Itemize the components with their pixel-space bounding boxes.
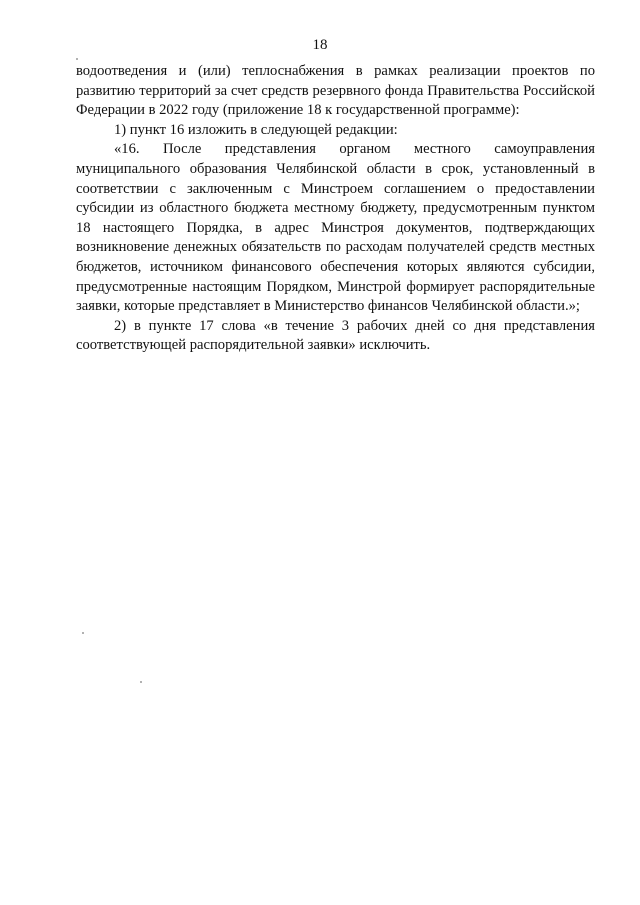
paragraph-continuation: водоотведения и (или) теплоснабжения в рамках реализации проектов по развитию территорий за счет средств резервного фонда Правительства Российской Федерации в 2022 году (приложение 18 к государственной программе): <box>76 63 595 119</box>
page-number: 18 <box>312 37 328 53</box>
document-body <box>76 62 595 356</box>
paragraph-item-2: 2) в пункте 17 слова «в течение 3 рабочих дней со дня представления соответствующей распорядительной заявки» исключить. <box>76 317 595 354</box>
scan-speck <box>82 632 84 634</box>
paragraph-item-1: 1) пункт 16 изложить в следующей редакции: <box>114 121 398 138</box>
paragraph-item-16-text: «16. После представления органом местного самоуправления муниципального образования Челябинской области в срок, установленный в соответствии с заключенным с Минстроем соглашением о предоставлении субсидии из областного бюджета местному бюджету, предусмотренным пунктом 18 настоящего Порядка, в адрес Минстроя документов, подтверждающих возникновение денежных обязательств по расходам получателей средств местных бюджетов, источником финансового обеспечения которых являются субсидии, предусмотренные настоящим Порядком, Минстрой формирует распорядительные заявки, которые представляет в Министерство финансов Челябинской области.»; <box>76 141 595 315</box>
scan-speck <box>140 681 142 683</box>
scan-speck <box>76 58 78 60</box>
